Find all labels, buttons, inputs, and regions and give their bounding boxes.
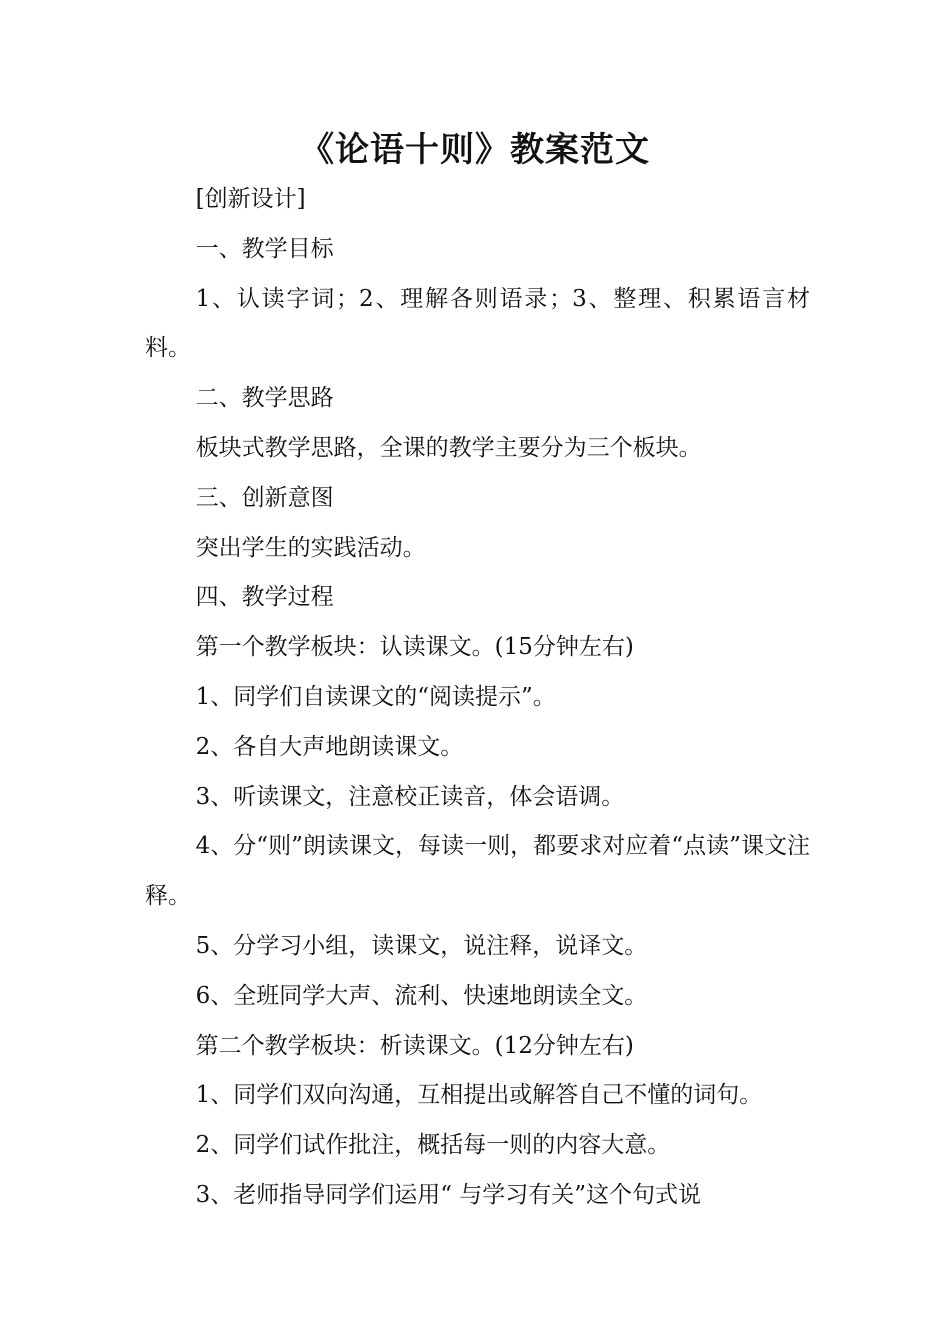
paragraph-block-two-heading: 第二个教学板块：析读课文。(12分钟左右) <box>195 1032 634 1059</box>
paragraph-block-two-step-2: 2、同学们试作批注，概括每一则的内容大意。 <box>195 1132 671 1159</box>
document-title: 《论语十则》教案范文 <box>300 130 650 170</box>
paragraph-block-one-step-3: 3、听读课文，注意校正读音，体会语调。 <box>195 783 625 810</box>
paragraph-block-one-step-1: 1、同学们自读课文的“阅读提示”。 <box>195 683 556 710</box>
paragraph-block-two-step-3: 3、老师指导同学们运用“ 与学习有关”这个句式说 <box>195 1181 702 1208</box>
paragraph-block-one-step-2: 2、各自大声地朗读课文。 <box>195 733 464 760</box>
paragraph-section-header: [创新设计] <box>195 186 306 212</box>
paragraph-approach-detail: 板块式教学思路，全课的教学主要分为三个板块。 <box>195 434 702 461</box>
paragraph-intent-detail: 突出学生的实践活动。 <box>195 534 426 561</box>
paragraph-block-two-step-1: 1、同学们双向沟通，互相提出或解答自己不懂的词句。 <box>195 1082 763 1109</box>
paragraph-block-one-step-4: 4、分“则”朗读课文，每读一则，都要求对应着“点读”课文注释。 <box>145 833 810 910</box>
paragraph-block-one-heading: 第一个教学板块：认读课文。(15分钟左右) <box>195 634 634 661</box>
document-body <box>145 175 810 1221</box>
paragraph-objectives-detail: 1、认读字词；2、理解各则语录；3、整理、积累语言材料。 <box>145 285 810 362</box>
paragraph-heading-objectives: 一、教学目标 <box>195 235 334 262</box>
paragraph-block-one-step-5: 5、分学习小组，读课文，说注释，说译文。 <box>195 932 648 959</box>
paragraph-heading-approach: 二、教学思路 <box>195 385 334 412</box>
paragraph-heading-process: 四、教学过程 <box>195 584 334 611</box>
paragraph-heading-intent: 三、创新意图 <box>195 484 334 511</box>
paragraph-block-one-step-6: 6、全班同学大声、流利、快速地朗读全文。 <box>195 982 648 1009</box>
